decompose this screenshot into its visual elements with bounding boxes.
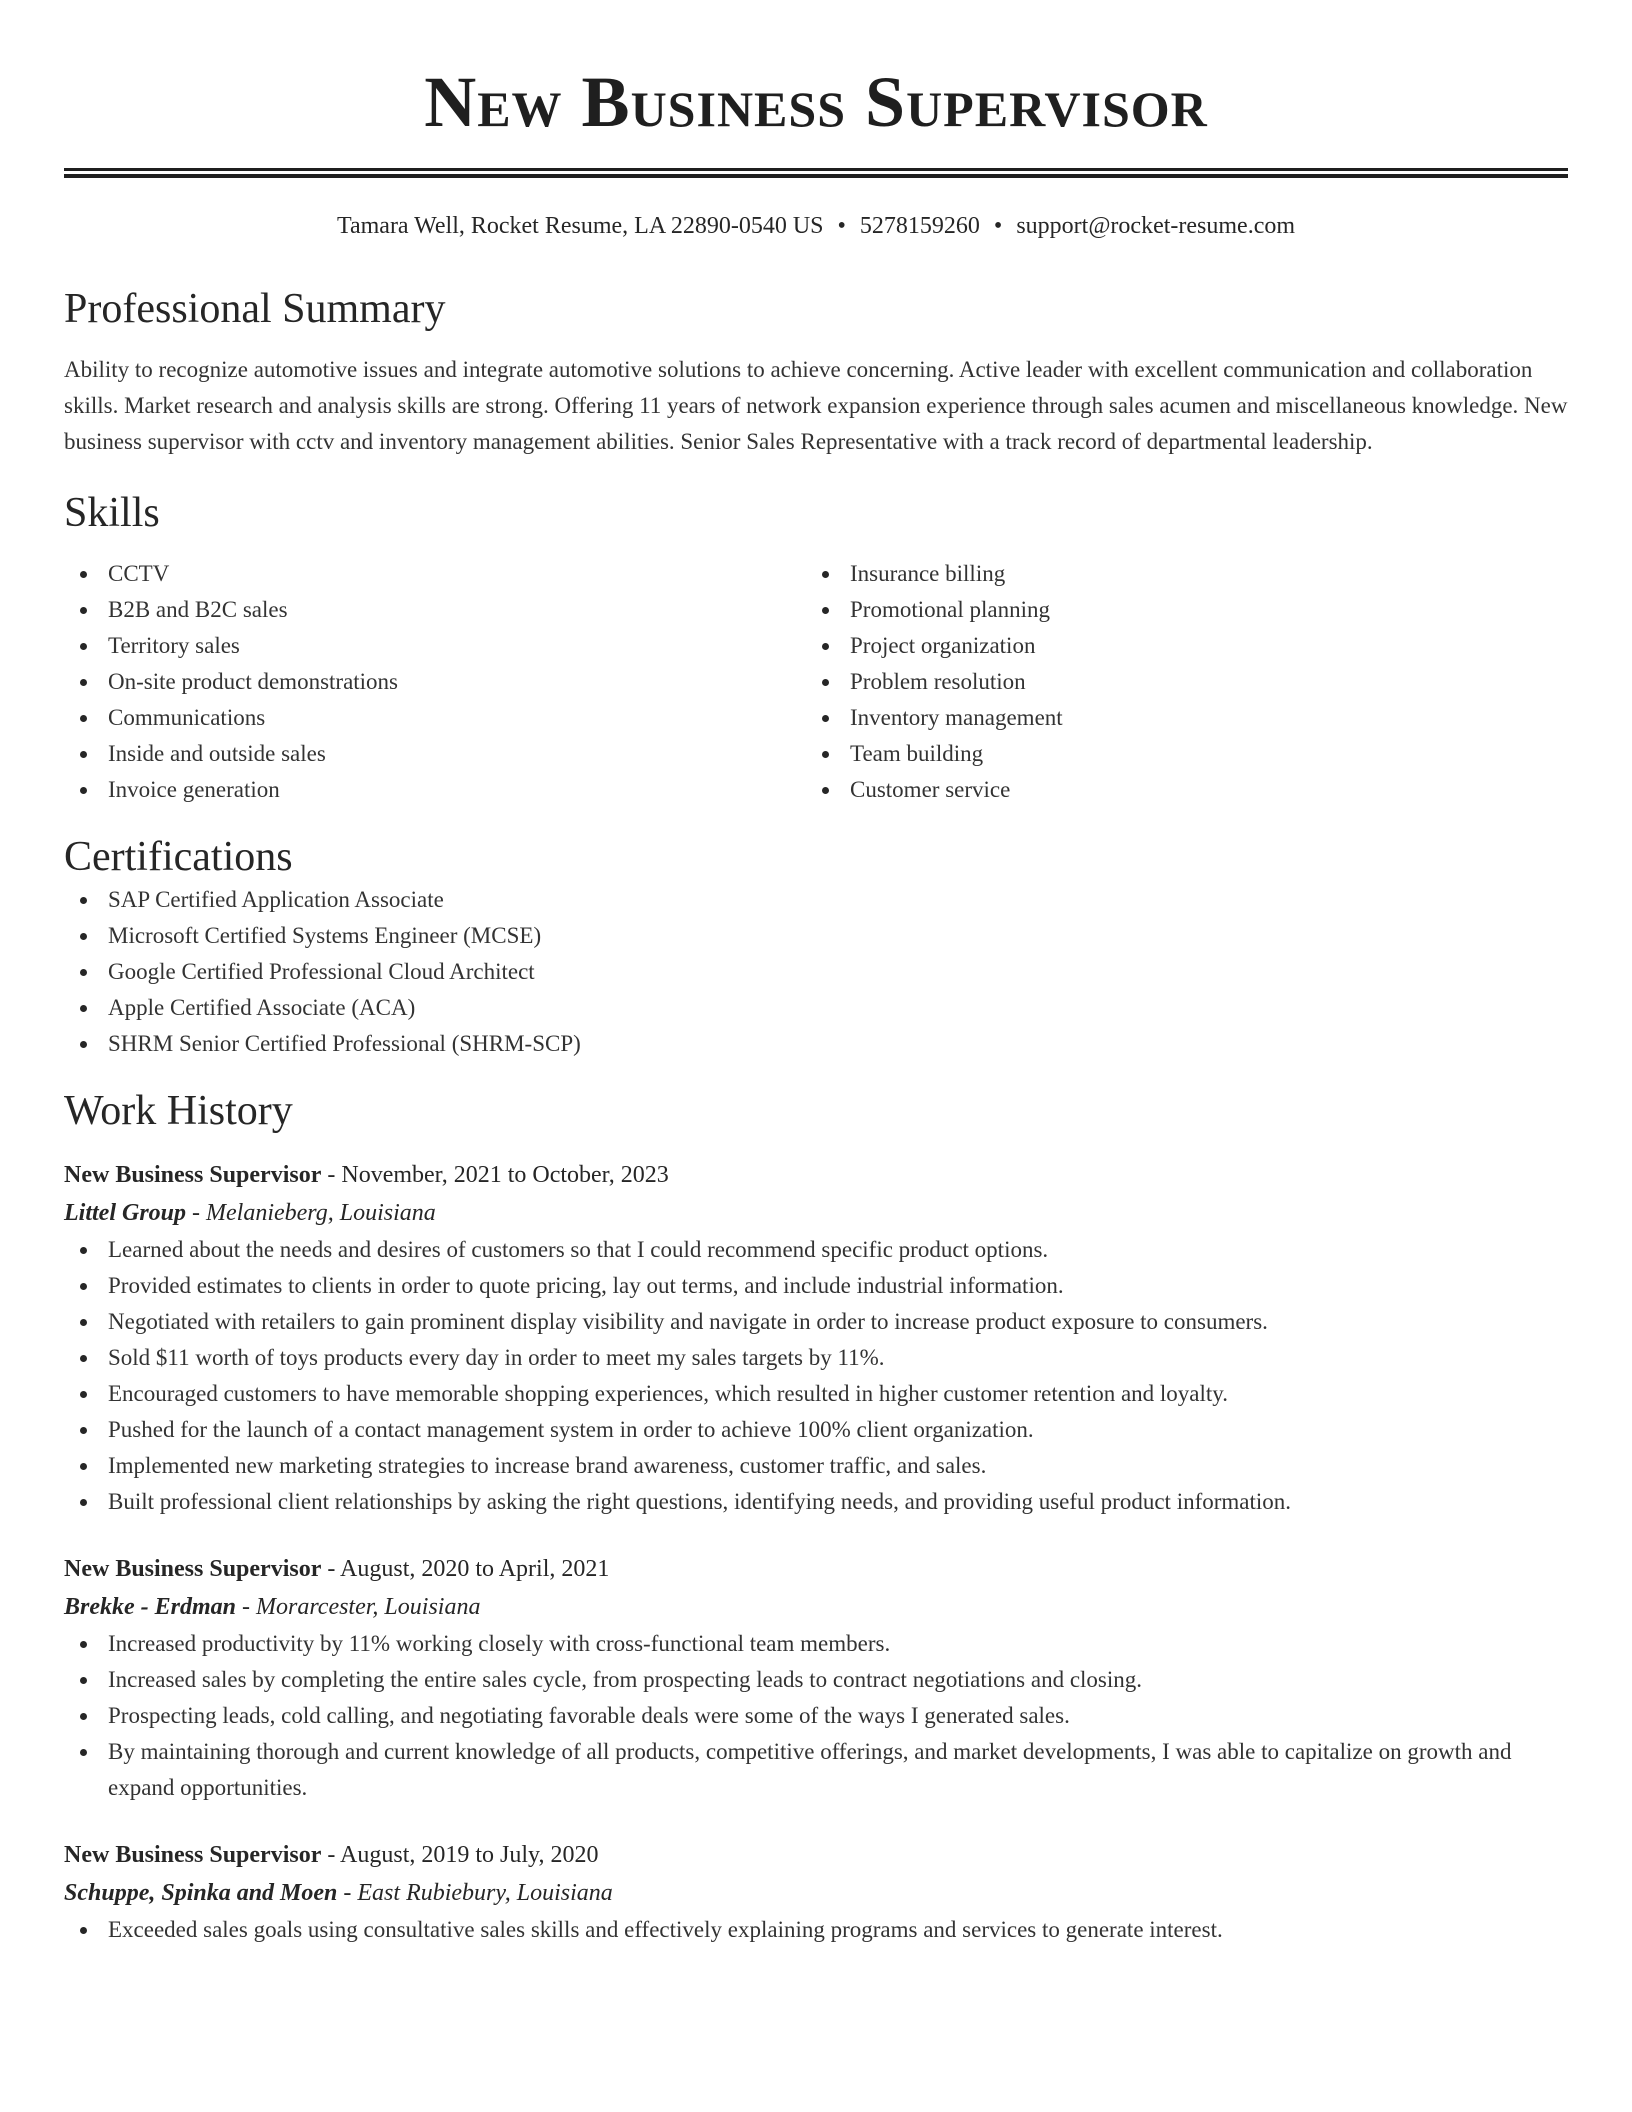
title-divider <box>64 168 1568 178</box>
job-bullet-text: Prospecting leads, cold calling, and negotiating favorable deals were some of the ways I generated sales. <box>108 1703 1070 1728</box>
job-header <box>64 1836 1568 1874</box>
contact-phone: 5278159260 <box>859 213 980 239</box>
skills-list-left <box>64 556 806 808</box>
job-bullet-text: Exceeded sales goals using consultative sales skills and effectively explaining programs and services to generate interest. <box>108 1917 1223 1942</box>
bullet-dot <box>822 715 829 722</box>
contact-email: support@rocket-resume.com <box>1016 213 1296 239</box>
job-bullet-text: Learned about the needs and desires of customers so that I could recommend specific product options. <box>108 1237 1049 1262</box>
skill-item-text: On-site product demonstrations <box>108 669 399 694</box>
skill-item <box>806 664 1548 700</box>
bullet-dot <box>80 643 87 650</box>
job-bullet-text: Sold $11 worth of toys products every day in order to meet my sales targets by 11%. <box>108 1345 885 1370</box>
job-bullet-text: Pushed for the launch of a contact management system in order to achieve 100% client organization. <box>108 1417 1034 1442</box>
skill-item-text: Invoice generation <box>108 777 280 802</box>
bullet-dot <box>80 751 87 758</box>
job-location: - Melanieberg, Louisiana <box>186 1200 436 1226</box>
job-company: Littel Group <box>64 1200 187 1226</box>
job-location: - Morarcester, Louisiana <box>236 1594 481 1620</box>
job-bullet <box>64 1340 1568 1376</box>
job-company: Schuppe, Spinka and Moen <box>64 1880 338 1906</box>
job-bullet <box>64 1662 1568 1698</box>
bullet-dot <box>80 1427 87 1434</box>
skill-item <box>64 664 806 700</box>
bullet-dot <box>822 643 829 650</box>
job-company-line <box>64 1194 1568 1232</box>
summary-text: Ability to recognize automotive issues and integrate automotive solutions to achieve concerning. Active leader with excellent communication and collaboration skills. Market research and analysis skills are strong. Offering 11 years of network expansion experience through sales acumen and miscellaneous knowledge. New business supervisor with cctv and inventory management abilities. Senior Sales Representative with a track record of departmental leadership. <box>64 357 1568 454</box>
section-heading-summary: Professional Summary <box>64 286 446 332</box>
job-bullet <box>64 1268 1568 1304</box>
skill-item <box>64 736 806 772</box>
contact-address: Tamara Well, Rocket Resume, LA 22890-0540 US <box>336 213 824 239</box>
certification-item <box>64 954 1568 990</box>
certification-item-text: SHRM Senior Certified Professional (SHRM-SCP) <box>108 1031 581 1056</box>
skill-item <box>64 628 806 664</box>
skill-item <box>806 556 1548 592</box>
contact-line <box>64 210 1568 242</box>
section-heading-certifications: Certifications <box>64 834 293 880</box>
job-company: Brekke - Erdman <box>64 1594 237 1620</box>
skill-item-text: Customer service <box>850 777 1011 802</box>
skill-item <box>64 592 806 628</box>
job-bullet-text: Built professional client relationships by asking the right questions, identifying needs, and providing useful product information. <box>108 1489 1292 1514</box>
certification-item-text: SAP Certified Application Associate <box>108 887 444 912</box>
bullet-dot <box>80 787 87 794</box>
job-entry <box>64 1550 1568 1806</box>
bullet-dot <box>80 1355 87 1362</box>
resume-page <box>64 0 1568 1948</box>
job-bullets <box>64 1626 1568 1806</box>
job-bullet-text: Increased productivity by 11% working closely with cross-functional team members. <box>108 1631 891 1656</box>
job-bullets <box>64 1912 1568 1948</box>
skill-item <box>64 700 806 736</box>
certification-item-text: Microsoft Certified Systems Engineer (MCSE) <box>108 923 542 948</box>
skill-item-text: B2B and B2C sales <box>108 597 288 622</box>
bullet-dot <box>822 607 829 614</box>
bullet-dot <box>822 751 829 758</box>
job-bullet <box>64 1376 1568 1412</box>
job-role: New Business Supervisor <box>64 1842 322 1868</box>
bullet-dot <box>80 571 87 578</box>
job-bullet <box>64 1304 1568 1340</box>
certifications-list <box>64 882 1568 1062</box>
contact-separator: • <box>993 213 1003 239</box>
job-bullet <box>64 1912 1568 1948</box>
job-bullet <box>64 1412 1568 1448</box>
skills-column-right <box>806 556 1548 808</box>
job-bullet <box>64 1698 1568 1734</box>
certification-item <box>64 882 1568 918</box>
job-entry <box>64 1156 1568 1520</box>
skills-column-left <box>64 556 806 808</box>
skill-item-text: Promotional planning <box>850 597 1050 622</box>
job-bullet <box>64 1448 1568 1484</box>
section-heading-work-history: Work History <box>64 1088 293 1134</box>
bullet-dot <box>80 1677 87 1684</box>
work-history-list <box>64 1156 1568 1948</box>
bullet-dot <box>80 1713 87 1720</box>
skill-item-text: Team building <box>850 741 984 766</box>
bullet-dot <box>80 1749 87 1756</box>
certification-item-text: Apple Certified Associate (ACA) <box>108 995 416 1020</box>
job-company-line <box>64 1588 1568 1626</box>
contact-separator: • <box>837 213 846 239</box>
certification-item <box>64 1026 1568 1062</box>
job-bullet <box>64 1484 1568 1520</box>
skill-item-text: Problem resolution <box>850 669 1026 694</box>
job-dates: - November, 2021 to October, 2023 <box>321 1162 669 1188</box>
job-dates: - August, 2019 to July, 2020 <box>321 1842 599 1868</box>
job-role: New Business Supervisor <box>64 1162 322 1188</box>
bullet-dot <box>80 1499 87 1506</box>
bullet-dot <box>80 607 87 614</box>
job-company-line <box>64 1874 1568 1912</box>
skills-columns <box>64 556 1568 808</box>
bullet-dot <box>80 969 87 976</box>
bullet-dot <box>80 1041 87 1048</box>
resume-title: New Business Supervisor <box>424 62 1208 142</box>
job-dates: - August, 2020 to April, 2021 <box>321 1556 610 1582</box>
job-location: - East Rubiebury, Louisiana <box>337 1880 613 1906</box>
bullet-dot <box>80 1391 87 1398</box>
skill-item <box>64 556 806 592</box>
bullet-dot <box>80 1927 87 1934</box>
section-heading-skills: Skills <box>64 490 160 536</box>
skill-item-text: Inside and outside sales <box>108 741 326 766</box>
skill-item <box>806 772 1548 808</box>
bullet-dot <box>80 679 87 686</box>
bullet-dot <box>822 571 829 578</box>
certification-item-text: Google Certified Professional Cloud Architect <box>108 959 535 984</box>
job-bullet-text: Encouraged customers to have memorable shopping experiences, which resulted in higher customer retention and loyalty. <box>108 1381 1229 1406</box>
skill-item <box>806 628 1548 664</box>
bullet-dot <box>80 1463 87 1470</box>
job-entry <box>64 1836 1568 1948</box>
skill-item <box>806 592 1548 628</box>
skill-item <box>806 700 1548 736</box>
bullet-dot <box>80 933 87 940</box>
skill-item-text: Project organization <box>850 633 1036 658</box>
bullet-dot <box>80 715 87 722</box>
bullet-dot <box>822 787 829 794</box>
job-header <box>64 1550 1568 1588</box>
job-bullet-text: Provided estimates to clients in order to quote pricing, lay out terms, and include industrial information. <box>108 1273 1064 1298</box>
job-header <box>64 1156 1568 1194</box>
bullet-dot <box>80 897 87 904</box>
skill-item-text: Territory sales <box>108 633 240 658</box>
job-role: New Business Supervisor <box>64 1556 322 1582</box>
job-bullet <box>64 1734 1568 1806</box>
job-bullet-text: Increased sales by completing the entire sales cycle, from prospecting leads to contract negotiations and closing. <box>108 1667 1143 1692</box>
skill-item-text: Communications <box>108 705 266 730</box>
job-bullet-text: By maintaining thorough and current knowledge of all products, competitive offerings, and market developments, I was able to capitalize on growth and expand opportunities. <box>108 1739 1512 1800</box>
job-bullet-text: Negotiated with retailers to gain prominent display visibility and navigate in order to increase product exposure to consumers. <box>108 1309 1268 1334</box>
job-bullet <box>64 1232 1568 1268</box>
job-bullet <box>64 1626 1568 1662</box>
skill-item-text: Insurance billing <box>850 561 1006 586</box>
bullet-dot <box>80 1247 87 1254</box>
job-bullets <box>64 1232 1568 1520</box>
bullet-dot <box>80 1283 87 1290</box>
skills-list-right <box>806 556 1548 808</box>
certification-item <box>64 990 1568 1026</box>
skill-item-text: CCTV <box>108 561 170 586</box>
bullet-dot <box>80 1319 87 1326</box>
certification-item <box>64 918 1568 954</box>
bullet-dot <box>80 1005 87 1012</box>
skill-item <box>806 736 1548 772</box>
skill-item-text: Inventory management <box>850 705 1063 730</box>
job-bullet-text: Implemented new marketing strategies to increase brand awareness, customer traffic, and sales. <box>108 1453 987 1478</box>
skill-item <box>64 772 806 808</box>
bullet-dot <box>80 1641 87 1648</box>
bullet-dot <box>822 679 829 686</box>
